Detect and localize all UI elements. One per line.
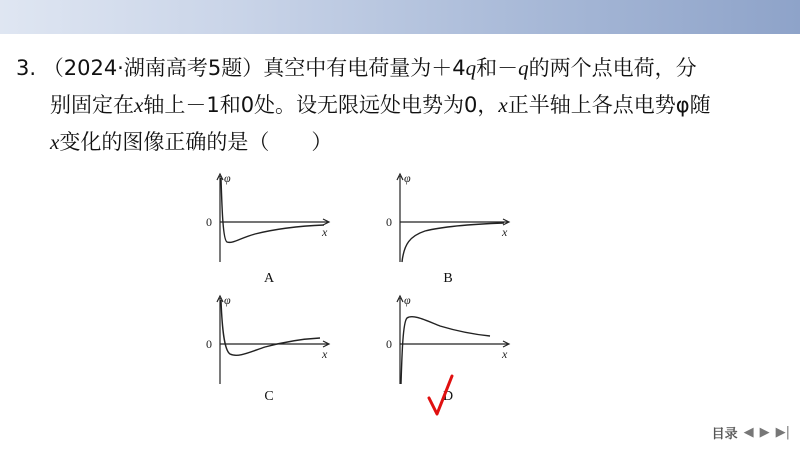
- option-c-label[interactable]: C: [264, 389, 274, 404]
- question-line-1: [16, 50, 786, 87]
- x-label: x: [502, 225, 508, 239]
- question-source: （2024·湖南高考5题）: [42, 56, 264, 80]
- question-text-segment: 的两个点电荷，分: [528, 56, 697, 80]
- variable-q: q: [465, 56, 477, 80]
- zero-label: 0: [386, 337, 392, 351]
- slide-navigation: [712, 423, 790, 442]
- graph-c-curve: [221, 300, 320, 355]
- prev-arrow-icon[interactable]: ◀: [743, 425, 754, 440]
- graph-a-curve: [221, 178, 324, 242]
- option-d-label[interactable]: D: [442, 389, 454, 404]
- question-text-segment: 轴上－1和0处。设无限远处电势为0，: [143, 93, 499, 117]
- next-arrow-icon[interactable]: ▶: [759, 425, 770, 440]
- option-a-label[interactable]: A: [263, 271, 275, 286]
- question-text: [16, 50, 786, 161]
- answer-check-icon: [426, 372, 456, 422]
- question-text-segment: 和－: [476, 56, 519, 80]
- graph-c-svg: [200, 292, 340, 392]
- graph-a[interactable]: [200, 170, 340, 270]
- phi-label: φ: [404, 171, 411, 185]
- x-label: x: [322, 347, 328, 361]
- graph-b[interactable]: [380, 170, 520, 270]
- question-text-segment: 变化的图像正确的是（ ）: [59, 130, 333, 154]
- variable-q: q: [518, 56, 529, 80]
- graph-b-svg: [380, 170, 520, 270]
- question-text-segment: 正半轴上各点电势φ随: [507, 93, 711, 117]
- last-page-icon[interactable]: ▶|: [775, 425, 790, 440]
- header-bar: [0, 0, 800, 34]
- question-line-3: [16, 124, 786, 161]
- x-label: x: [322, 225, 328, 239]
- question-line-2: [16, 87, 786, 124]
- option-b-label[interactable]: B: [443, 271, 453, 286]
- zero-label: 0: [206, 215, 212, 229]
- graph-a-svg: [200, 170, 340, 270]
- phi-label: φ: [224, 293, 231, 307]
- zero-label: 0: [206, 337, 212, 351]
- table-of-contents-link[interactable]: 目录: [711, 427, 738, 442]
- x-label: x: [502, 347, 508, 361]
- zero-label: 0: [386, 215, 392, 229]
- phi-label: φ: [224, 171, 231, 185]
- graph-b-curve: [402, 223, 504, 262]
- question-number: 3.: [16, 56, 37, 80]
- variable-x: x: [498, 93, 508, 117]
- variable-x: x: [134, 93, 144, 117]
- phi-label: φ: [404, 293, 411, 307]
- variable-x: x: [50, 130, 60, 154]
- question-text-segment: 真空中有电荷量为＋4: [263, 56, 466, 80]
- question-text-segment: 别固定在: [50, 93, 134, 117]
- graph-c[interactable]: [200, 292, 340, 392]
